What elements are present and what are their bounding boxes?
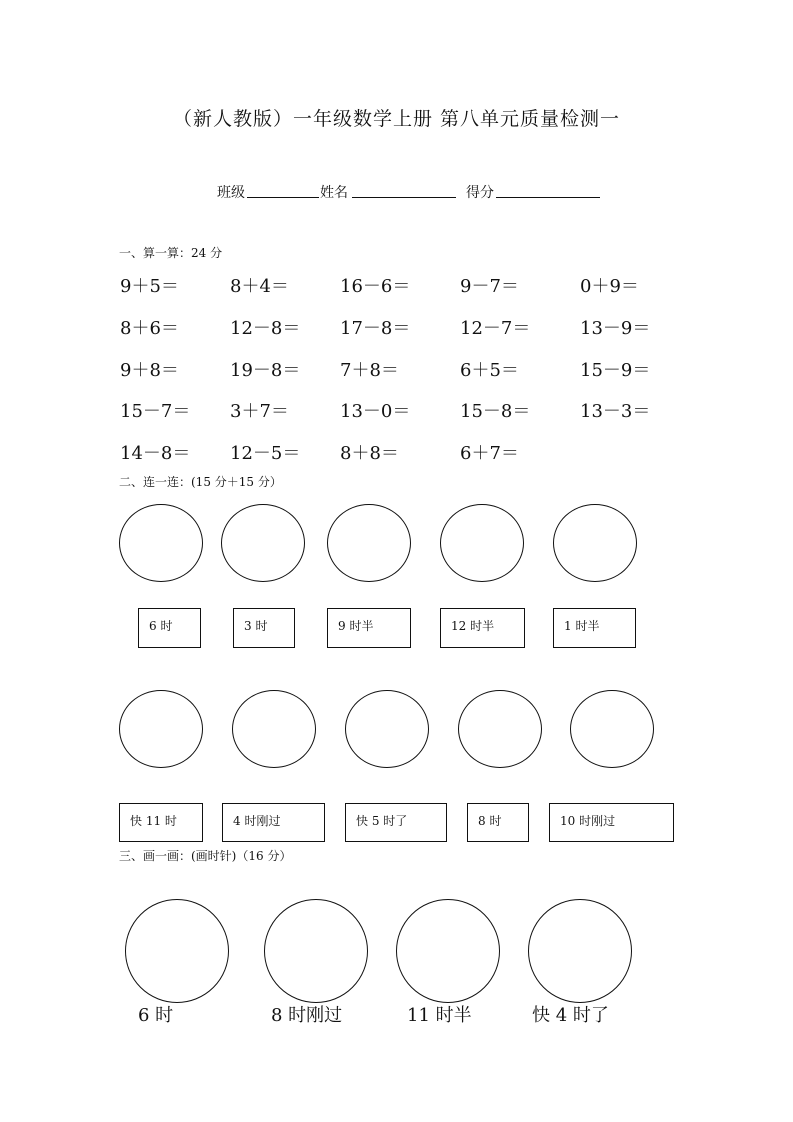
time-box: 6 时 bbox=[138, 608, 201, 648]
name-field[interactable] bbox=[352, 183, 456, 202]
time-box: 10 时刚过 bbox=[549, 803, 674, 842]
class-label: 班级 bbox=[217, 185, 245, 201]
time-box: 9 时半 bbox=[327, 608, 411, 648]
calc-item: 12－5＝ bbox=[230, 443, 301, 464]
calc-item: 19－8＝ bbox=[230, 360, 301, 381]
calc-item: 9＋8＝ bbox=[120, 360, 179, 381]
calc-item: 9＋5＝ bbox=[120, 276, 179, 297]
clock-face bbox=[119, 504, 203, 582]
calc-item: 12－7＝ bbox=[460, 318, 531, 339]
calc-item: 0＋9＝ bbox=[580, 276, 639, 297]
time-box: 3 时 bbox=[233, 608, 295, 648]
calc-item: 13－9＝ bbox=[580, 318, 651, 339]
time-box: 8 时 bbox=[467, 803, 529, 842]
clock-face bbox=[570, 690, 654, 768]
time-box: 快 5 时了 bbox=[345, 803, 447, 842]
calc-item: 15－9＝ bbox=[580, 360, 651, 381]
calc-item: 6＋7＝ bbox=[460, 443, 519, 464]
time-box: 快 11 时 bbox=[119, 803, 203, 842]
clock-face bbox=[345, 690, 429, 768]
section3-heading: 三、画一画：(画时针)（16 分） bbox=[119, 849, 292, 863]
calc-item: 17－8＝ bbox=[340, 318, 411, 339]
score-label: 得分 bbox=[466, 185, 494, 201]
score-field[interactable] bbox=[496, 183, 600, 202]
draw-clock-label: 6 时 bbox=[138, 1005, 174, 1026]
calc-item: 6＋5＝ bbox=[460, 360, 519, 381]
time-box: 4 时刚过 bbox=[222, 803, 325, 842]
draw-clock-face[interactable] bbox=[396, 899, 500, 1003]
name-label: 姓名 bbox=[320, 185, 348, 201]
clock-face bbox=[458, 690, 542, 768]
clock-face bbox=[232, 690, 316, 768]
clock-face bbox=[440, 504, 524, 582]
calc-item: 9－7＝ bbox=[460, 276, 519, 297]
clock-face bbox=[553, 504, 637, 582]
calc-item: 7＋8＝ bbox=[340, 360, 399, 381]
draw-clock-label: 快 4 时了 bbox=[532, 1005, 609, 1026]
time-box: 1 时半 bbox=[553, 608, 636, 648]
draw-clock-face[interactable] bbox=[264, 899, 368, 1003]
section1-heading: 一、算一算：24 分 bbox=[119, 246, 223, 260]
calc-item: 15－7＝ bbox=[120, 401, 191, 422]
clock-face bbox=[327, 504, 411, 582]
clock-face bbox=[221, 504, 305, 582]
section2-heading: 二、连一连：(15 分＋15 分） bbox=[119, 475, 282, 489]
draw-clock-face[interactable] bbox=[125, 899, 229, 1003]
calc-item: 3＋7＝ bbox=[230, 401, 289, 422]
calc-item: 15－8＝ bbox=[460, 401, 531, 422]
calc-item: 13－0＝ bbox=[340, 401, 411, 422]
class-field[interactable] bbox=[247, 183, 319, 202]
draw-clock-label: 8 时刚过 bbox=[271, 1005, 343, 1026]
calc-item: 8＋8＝ bbox=[340, 443, 399, 464]
calc-item: 14－8＝ bbox=[120, 443, 191, 464]
time-box: 12 时半 bbox=[440, 608, 525, 648]
clock-face bbox=[119, 690, 203, 768]
calc-item: 13－3＝ bbox=[580, 401, 651, 422]
calc-item: 8＋4＝ bbox=[230, 276, 289, 297]
page-title: （新人教版）一年级数学上册 第八单元质量检测一 bbox=[172, 108, 621, 130]
calc-item: 12－8＝ bbox=[230, 318, 301, 339]
calc-item: 8＋6＝ bbox=[120, 318, 179, 339]
draw-clock-face[interactable] bbox=[528, 899, 632, 1003]
draw-clock-label: 11 时半 bbox=[407, 1005, 472, 1026]
calc-item: 16－6＝ bbox=[340, 276, 411, 297]
